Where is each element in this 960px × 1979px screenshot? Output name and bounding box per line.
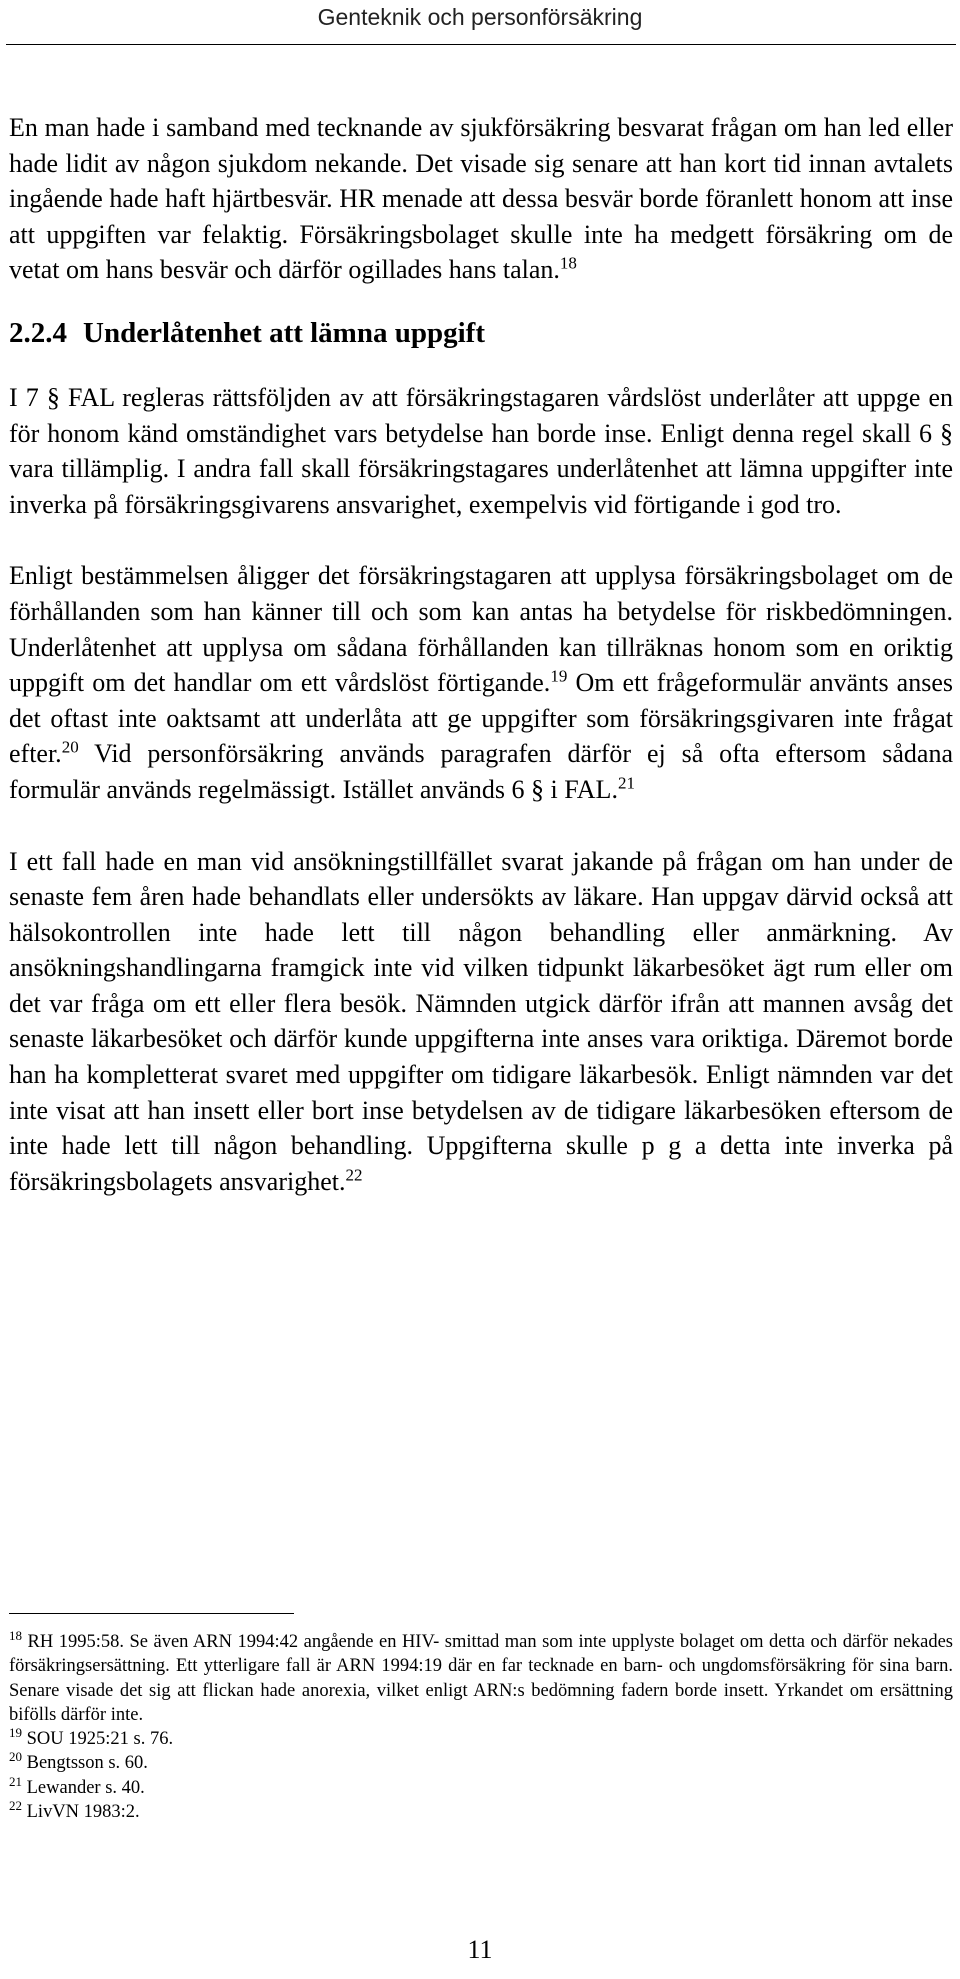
section-heading bbox=[9, 316, 953, 350]
section-sign-icon: § bbox=[46, 382, 60, 412]
footnote-number: 19 bbox=[9, 1725, 22, 1741]
page-number: 11 bbox=[467, 1935, 493, 1964]
footnote-ref-22[interactable]: 22 bbox=[345, 1165, 363, 1185]
paragraph-gap bbox=[9, 522, 953, 558]
paragraph-obligation bbox=[9, 558, 953, 807]
paragraph-text: Vid personförsäkring används paragrafen därför ej så ofta eftersom sådana formulär används regelmässigt. Istället används 6 bbox=[9, 739, 954, 804]
footnote-text: LivVN 1983:2. bbox=[26, 1802, 140, 1823]
footnote-19 bbox=[9, 1727, 953, 1751]
footnotes bbox=[9, 1627, 954, 1824]
paragraph-rule-7-fal bbox=[9, 380, 953, 522]
footnote-21 bbox=[9, 1773, 953, 1800]
paragraph-case-livvn bbox=[9, 844, 953, 1200]
paragraph-text: En man hade i samband med tecknande av sjukförsäkring besvarat frågan om han led eller hade lidit av någon sjukdom nekande. Det visade sig senare att han kort tid innan avtalets ingående hade haft hjärtbesvär. HR menade att dessa besvär borde föranlett honom att inse att uppgiften var felaktig. Försäkringsbolaget skulle inte ha medgett försäkring om de vetat om hans besvär och därför ogillades hans talan. bbox=[9, 113, 953, 285]
paragraph-text: vara tillämplig. I andra fall skall försäkringstagares underlåtenhet att lämna uppgifter inte inverka på försäkringsgivarens ansvarighet, exempelvis vid förtigande i god tro. bbox=[9, 454, 953, 519]
footnote-text: Bengtsson s. 60. bbox=[26, 1753, 148, 1774]
header-rule bbox=[6, 44, 956, 45]
footnote-ref-19[interactable]: 19 bbox=[550, 666, 568, 686]
footnote-ref-21[interactable]: 21 bbox=[617, 773, 635, 793]
paragraph-text: i FAL. bbox=[550, 774, 618, 804]
footnote-18 bbox=[9, 1627, 954, 1727]
footnote-text: SOU 1925:21 s. 76. bbox=[26, 1729, 174, 1750]
footnote-20 bbox=[9, 1751, 953, 1775]
footnote-22 bbox=[9, 1797, 953, 1824]
section-title: Underlåtenhet att lämna uppgift bbox=[83, 316, 485, 349]
paragraph-text: I ett fall hade en man vid ansökningstillfället svarat jakande på frågan om han under de senaste fem åren hade behandlats eller undersökts av läkare. Han uppgav därvid också att hälsokontrollen inte hade lett till någon behandling eller anmärkning. Av ansökningshandlingarna framgick inte vid vilken tidpunkt läkarbesöket ägt rum eller om det var fråga om ett eller flera besök. Nämnden utgick därför ifrån att mannen avsåg det senaste läkarbesöket och därför kunde uppgifterna inte anses vara oriktiga. Däremot borde han ha kompletterat svaret med uppgifter om tidigare läkarbesök. Enligt nämnden var det inte visat att han insett eller bort inse betydelsen av de tidigare läkarbesöken eftersom de inte hade lett till någon behandling. Uppgifterna skulle p g a detta inte inverka på försäkringsbolagets ansvarighet. bbox=[9, 846, 953, 1196]
paragraph-text: Om ett frågeformulär använts anses det oftast inte oaktsamt att underlåta att ge uppgifter som försäkringsgivaren inte frågat efter. bbox=[9, 668, 953, 769]
footnote-ref-20[interactable]: 20 bbox=[61, 737, 79, 757]
paragraph-text: I 7 bbox=[9, 382, 39, 412]
paragraph-text: FAL regleras rättsföljden av att försäkringstagaren vårdslöst underlåter att uppge en för honom känd omständighet vars betydelse han borde inse. Enligt denna regel skall 6 bbox=[9, 382, 954, 448]
footnote-number: 18 bbox=[9, 1627, 22, 1643]
footnote-text: Lewander s. 40. bbox=[26, 1777, 145, 1798]
page-body bbox=[9, 110, 953, 1199]
running-header: Genteknik och personförsäkring bbox=[317, 4, 643, 30]
section-sign-icon: § bbox=[531, 774, 545, 804]
paragraph-text: Enligt bestämmelsen åligger det försäkringstagaren att upplysa försäkringsbolaget om de förhållanden som han känner till och som kan antas ha betydelse för riskbedömningen. Underlåtenhet att upplysa om sådana förhållanden kan tillräknas honom som en oriktig uppgift om det handlar om ett vårdslöst förtigande. bbox=[9, 561, 953, 698]
footnote-ref-18[interactable]: 18 bbox=[559, 253, 577, 273]
footnote-text: RH 1995:58. Se även ARN 1994:42 angående en HIV- smittad man som inte upplyste bolaget om detta och därför nekades försäkringsersättning. Ett ytterligare fall är ARN 1994:19 där en far tecknade en barn- och ungdomsförsäkring för sina barn. Senare visade det sig att flickan hade anorexia, vilket enligt ARN:s bedömning fadern borde insett. Yrkandet om ersättning bifölls därför inte. bbox=[9, 1632, 954, 1725]
footnote-number: 22 bbox=[9, 1797, 22, 1813]
paragraph-case-hr bbox=[9, 110, 953, 288]
footnote-rule bbox=[9, 1613, 294, 1614]
section-sign-icon: § bbox=[940, 418, 953, 448]
footnote-number: 21 bbox=[9, 1773, 22, 1789]
section-number: 2.2.4 bbox=[9, 316, 67, 349]
paragraph-gap bbox=[9, 808, 953, 844]
footnote-number: 20 bbox=[9, 1749, 22, 1765]
